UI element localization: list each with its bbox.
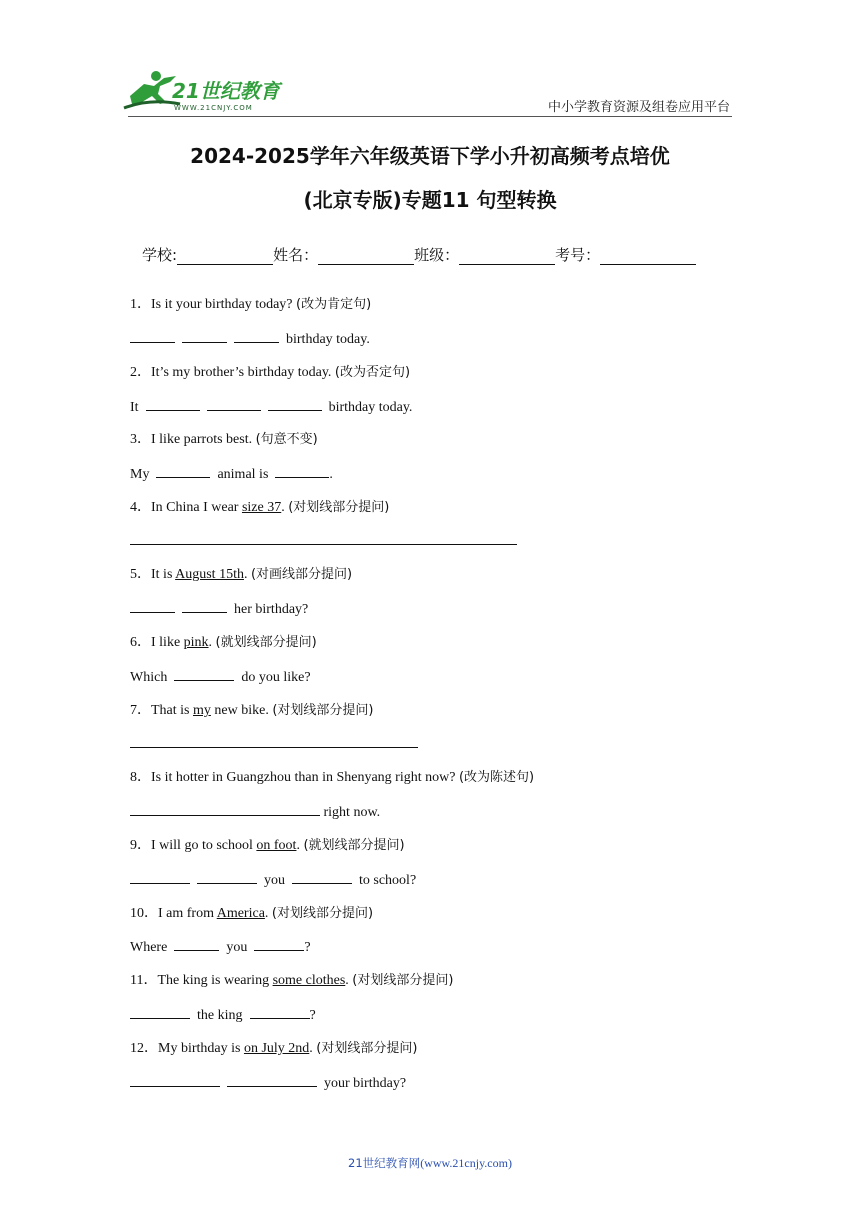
name-blank[interactable] (318, 248, 414, 265)
platform-name: 中小学教育资源及组卷应用平台 (547, 100, 730, 115)
answer-1: birthday today. (130, 330, 370, 349)
answer-5: her birthday? (130, 600, 308, 619)
answer-blank[interactable] (197, 871, 257, 884)
answer-11: the king ? (130, 1006, 316, 1025)
answer-blank[interactable] (250, 1006, 310, 1019)
answer-blank[interactable] (182, 600, 227, 613)
footer-url[interactable]: (www.21cnjy.com) (420, 1156, 512, 1170)
exam-no-label: 考号： (555, 246, 601, 264)
student-info-row (142, 244, 696, 265)
logo-text: 21世纪教育 (172, 79, 280, 103)
answer-2: It birthday today. (130, 400, 413, 415)
question-4: 4．In China I wear size 37. (对划线部分提问) (130, 500, 390, 515)
answer-blank[interactable] (174, 668, 234, 681)
answer-8: right now. (130, 803, 380, 822)
answer-line[interactable] (130, 735, 418, 748)
answer-9: you to school? (130, 871, 416, 890)
school-label: 学校: (142, 246, 178, 264)
answer-12: your birthday? (130, 1074, 406, 1093)
header-divider (128, 116, 732, 117)
answer-6: Which do you like? (130, 670, 311, 685)
page-footer (0, 1155, 860, 1171)
answer-blank[interactable] (146, 398, 200, 411)
answer-blank[interactable] (130, 600, 175, 613)
answer-4 (130, 532, 517, 551)
answer-blank[interactable] (227, 1074, 317, 1087)
answer-10: Where you ? (130, 940, 311, 955)
answer-blank[interactable] (234, 330, 279, 343)
page-subtitle: (北京专版)专题11 句型转换 (303, 188, 557, 212)
answer-blank[interactable] (130, 871, 190, 884)
question-7: 7．That is my new bike. (对划线部分提问) (130, 703, 374, 718)
answer-blank[interactable] (130, 1006, 190, 1019)
answer-blank[interactable] (156, 465, 210, 478)
answer-blank[interactable] (182, 330, 227, 343)
question-6: 6．I like pink. (就划线部分提问) (130, 635, 317, 650)
question-3: 3．I like parrots best. (句意不变) (130, 432, 318, 447)
site-logo (120, 68, 295, 116)
name-label: 姓名： (273, 246, 319, 264)
answer-line[interactable] (130, 532, 517, 545)
answer-blank[interactable] (254, 938, 304, 951)
answer-blank[interactable] (292, 871, 352, 884)
question-12: 12．My birthday is on July 2nd. (对划线部分提问) (130, 1041, 418, 1056)
answer-blank[interactable] (130, 330, 175, 343)
logo-url: WWW.21CNJY.COM (174, 104, 253, 112)
question-10: 10．I am from America. (对划线部分提问) (130, 906, 374, 921)
question-1: 1．Is it your birthday today? (改为肯定句) (130, 297, 372, 312)
answer-blank[interactable] (207, 398, 261, 411)
school-blank[interactable] (177, 248, 273, 265)
question-9: 9．I will go to school on foot. (就划线部分提问) (130, 838, 405, 853)
page-title: 2024-2025学年六年级英语下学小升初高频考点培优 (190, 144, 670, 168)
answer-blank[interactable] (130, 1074, 220, 1087)
question-8: 8．Is it hotter in Guangzhou than in Shenyang right now? (改为陈述句) (130, 770, 535, 785)
runner-logo-icon (120, 68, 295, 116)
answer-blank[interactable] (130, 803, 320, 816)
question-5: 5．It is August 15th. (对画线部分提问) (130, 567, 353, 582)
answer-blank[interactable] (275, 465, 329, 478)
question-2: 2．It’s my brother’s birthday today. (改为否定句) (130, 365, 411, 380)
answer-7 (130, 735, 418, 754)
class-label: 班级： (414, 246, 460, 264)
question-11: 11．The king is wearing some clothes. (对划线部分提问) (130, 973, 454, 988)
exam-no-blank[interactable] (600, 248, 696, 265)
answer-3: My animal is . (130, 467, 333, 482)
answer-blank[interactable] (174, 938, 219, 951)
footer-site-name: 21世纪教育网 (348, 1156, 421, 1170)
class-blank[interactable] (459, 248, 555, 265)
answer-blank[interactable] (268, 398, 322, 411)
